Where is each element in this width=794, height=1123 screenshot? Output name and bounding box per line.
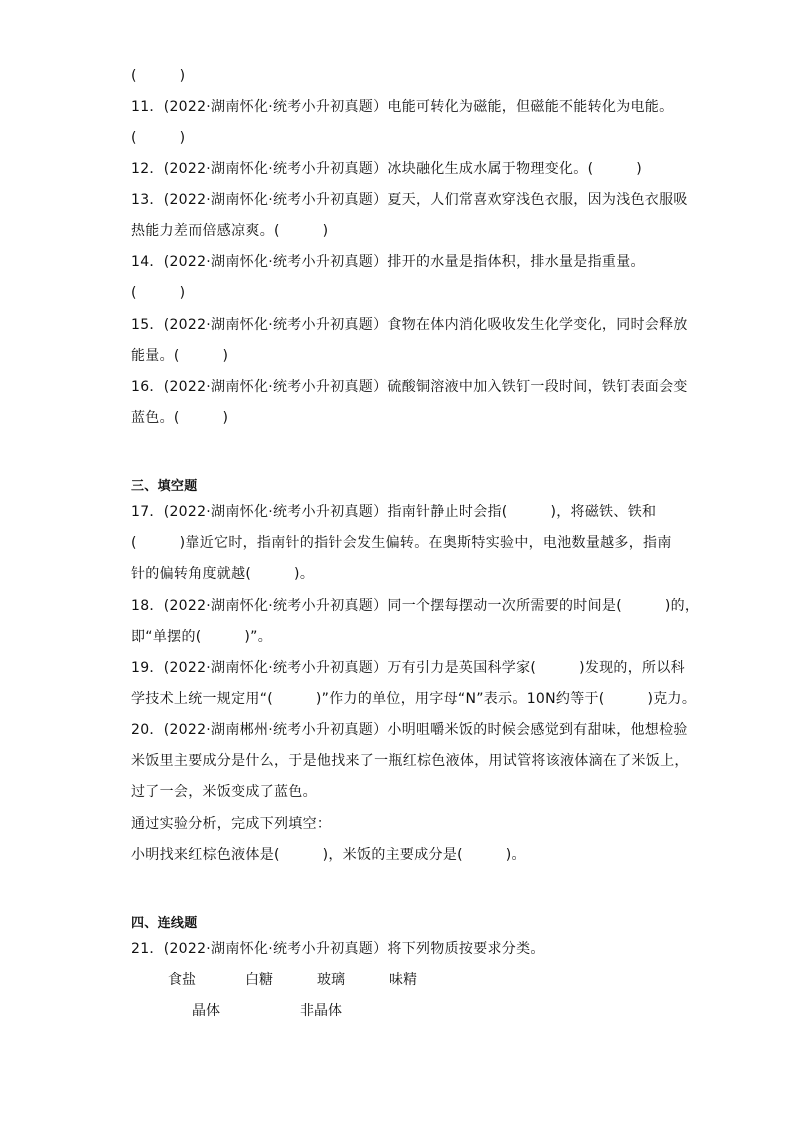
question-15-line-1: 15．(2022·湖南怀化·统考小升初真题）食物在体内消化吸收发生化学变化，同时会释放 [131, 317, 688, 333]
option-msg: 味精 [389, 972, 417, 988]
category-crystal: 晶体 [192, 1003, 220, 1019]
question-20-line-4: 通过实验分析，完成下列填空： [131, 816, 332, 832]
question-16-line-2: 蓝色。( ) [131, 410, 229, 426]
question-20-line-2: 米饭里主要成分是什么，于是他找来了一瓶红棕色液体，用试管将该液体滴在了米饭上， [131, 753, 689, 769]
question-14-line-2: ( ) [131, 285, 186, 301]
question-11-line-1: 11．(2022·湖南怀化·统考小升初真题）电能可转化为磁能，但磁能不能转化为电能。 [131, 99, 674, 115]
question-13-line-2: 热能力差而倍感凉爽。( ) [131, 223, 329, 239]
q10-answer-blank: ( ) [131, 68, 186, 84]
option-glass: 玻璃 [317, 972, 345, 988]
question-17-line-2: ( )靠近它时，指南针的指针会发生偏转。在奥斯特实验中，电池数量越多，指南 [131, 535, 672, 551]
section-4-title: 四、连线题 [131, 916, 198, 931]
question-16-line-1: 16．(2022·湖南怀化·统考小升初真题）硫酸铜溶液中加入铁钉一段时间，铁钉表面会变 [131, 379, 688, 395]
question-18-line-1: 18．(2022·湖南怀化·统考小升初真题）同一个摆每摆动一次所需要的时间是( )的， [131, 598, 700, 614]
question-20-line-3: 过了一会，米饭变成了蓝色。 [131, 784, 317, 800]
question-17-line-3: 针的偏转角度就越( )。 [131, 566, 315, 582]
question-15-line-2: 能量。( ) [131, 348, 229, 364]
question-14-line-1: 14．(2022·湖南怀化·统考小升初真题）排开的水量是指体积，排水量是指重量。 [131, 254, 645, 270]
question-12-line-1: 12．(2022·湖南怀化·统考小升初真题）冰块融化生成水属于物理变化。( ) [131, 161, 643, 177]
question-13-line-1: 13．(2022·湖南怀化·统考小升初真题）夏天，人们常喜欢穿浅色衣服，因为浅色衣服吸 [131, 192, 688, 208]
option-salt: 食盐 [168, 972, 196, 988]
question-19-line-1: 19．(2022·湖南怀化·统考小升初真题）万有引力是英国科学家( )发现的，所以科 [131, 660, 685, 676]
question-11-line-2: ( ) [131, 130, 186, 146]
category-non-crystal: 非晶体 [300, 1003, 342, 1019]
question-17-line-1: 17．(2022·湖南怀化·统考小升初真题）指南针静止时会指( )，将磁铁、铁和 [131, 504, 657, 520]
question-19-line-2: 学技术上统一规定用“( )”作力的单位，用字母“N”表示。10N约等于( )克力。 [131, 691, 697, 707]
question-20-line-1: 20．(2022·湖南郴州·统考小升初真题）小明咀嚼米饭的时候会感觉到有甜味，他想检验 [131, 722, 688, 738]
question-20-line-5: 小明找来红棕色液体是( )，米饭的主要成分是( )。 [131, 847, 526, 863]
question-21-line-1: 21．(2022·湖南怀化·统考小升初真题）将下列物质按要求分类。 [131, 941, 545, 957]
question-18-line-2: 即“单摆的( )”。 [131, 629, 273, 645]
option-sugar: 白糖 [245, 972, 273, 988]
section-3-title: 三、填空题 [131, 479, 198, 494]
